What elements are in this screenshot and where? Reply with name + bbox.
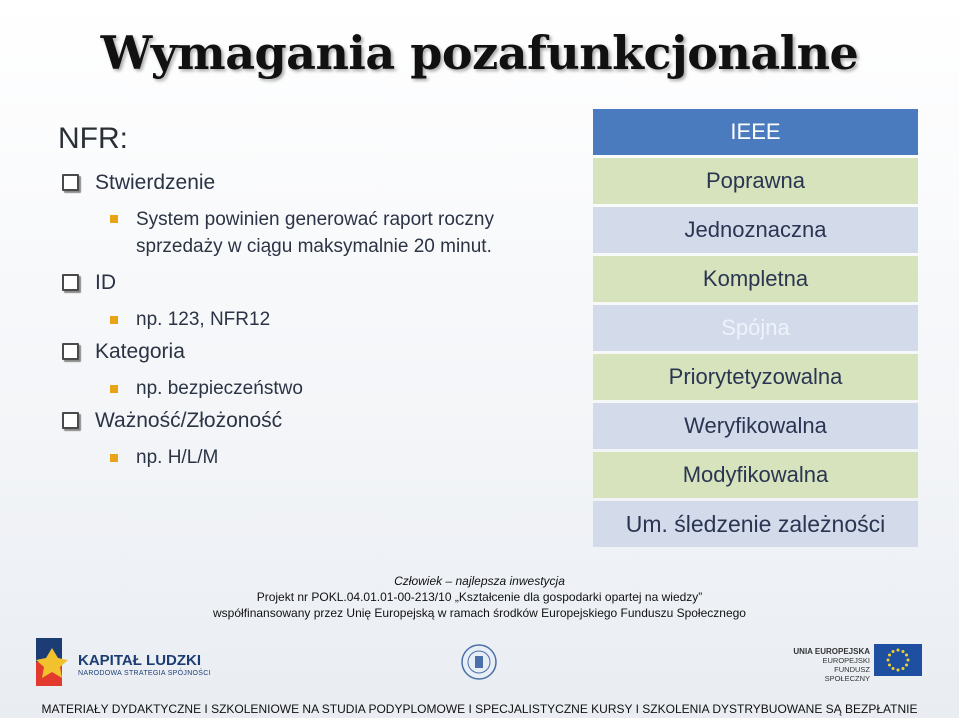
- ieee-item: Jednoznaczna: [593, 207, 918, 253]
- section-id-label: ID: [95, 271, 116, 294]
- ieee-header: IEEE: [593, 109, 918, 155]
- ieee-table: [593, 109, 918, 550]
- section-waznosc-label: Ważność/Złożoność: [95, 409, 283, 432]
- kapital-ludzki-name: KAPITAŁ LUDZKI: [78, 652, 202, 669]
- ue-line-2: EUROPEJSKI: [822, 656, 870, 665]
- square-bullet-icon: [110, 454, 118, 462]
- ue-line-3: FUNDUSZ SPOŁECZNY: [824, 665, 870, 683]
- waznosc-example: np. H/L/M: [136, 447, 219, 468]
- ieee-item: Kompletna: [593, 256, 918, 302]
- checkbox-bullet-icon: [62, 412, 79, 429]
- square-bullet-icon: [110, 316, 118, 324]
- id-example: np. 123, NFR12: [136, 309, 271, 330]
- ue-title: UNIA EUROPEJSKA: [793, 647, 870, 656]
- footer-slogan: Człowiek – najlepsza inwestycja: [394, 574, 565, 588]
- ieee-item: Modyfikowalna: [593, 452, 918, 498]
- ieee-item: Poprawna: [593, 158, 918, 204]
- kapital-ludzki-logo-icon: [32, 636, 76, 688]
- footer-cofinanced: współfinansowany przez Unię Europejską w ramach środków Europejskiego Funduszu Społecznego: [213, 606, 746, 620]
- kapital-ludzki-subtitle: NARODOWA STRATEGIA SPÓJNOŚCI: [78, 670, 211, 677]
- ue-text: [790, 647, 870, 683]
- footer-project: Projekt nr POKL.04.01.01-00-213/10 „Kształcenie dla gospodarki opartej na wiedzy”: [256, 590, 703, 604]
- bottom-notice: MATERIAŁY DYDAKTYCZNE I SZKOLENIOWE NA STUDIA PODYPLOMOWE I SPECJALISTYCZNE KURSY I SZKOLENIA DYSTRYBUOWANE SĄ BEZPŁATNIE: [41, 702, 918, 716]
- stwierdzenie-line-1: System powinien generować raport roczny: [136, 209, 495, 230]
- ieee-item: Um. śledzenie zależności: [593, 501, 918, 547]
- kategoria-example: np. bezpieczeństwo: [136, 378, 303, 399]
- section-kategoria-label: Kategoria: [95, 340, 185, 363]
- slide-title: Wymagania pozafunkcjonalne: [100, 26, 859, 80]
- checkbox-bullet-icon: [62, 274, 79, 291]
- square-bullet-icon: [110, 215, 118, 223]
- nfr-label: NFR:: [58, 122, 128, 155]
- section-stwierdzenie-label: Stwierdzenie: [95, 171, 216, 194]
- checkbox-bullet-icon: [62, 343, 79, 360]
- ieee-item: Weryfikowalna: [593, 403, 918, 449]
- ieee-item: Spójna: [593, 305, 918, 351]
- ieee-item: Priorytetyzowalna: [593, 354, 918, 400]
- stwierdzenie-line-2: sprzedaży w ciągu maksymalnie 20 minut.: [136, 236, 492, 257]
- eu-flag-icon: [874, 644, 922, 676]
- square-bullet-icon: [110, 385, 118, 393]
- checkbox-bullet-icon: [62, 174, 79, 191]
- university-seal-icon: [460, 643, 498, 681]
